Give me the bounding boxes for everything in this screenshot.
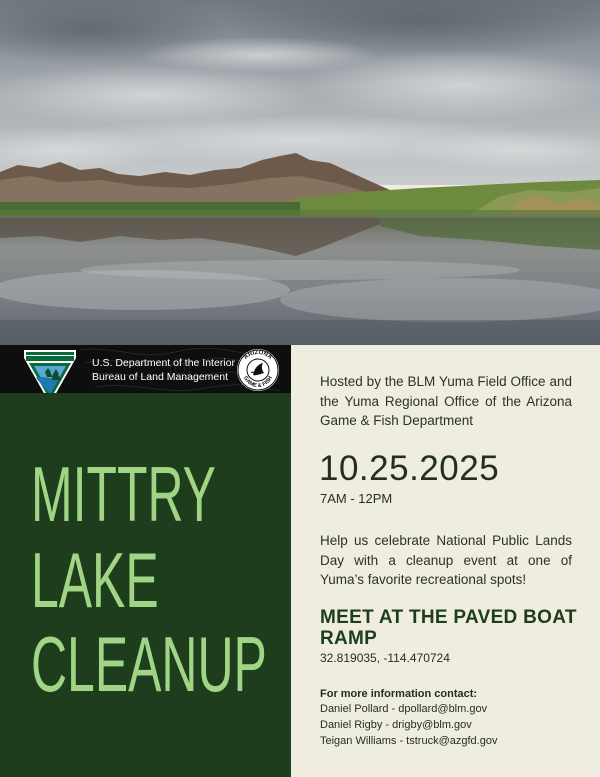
contact-line: Daniel Pollard - dpollard@blm.gov: [320, 703, 488, 715]
meeting-coordinates: 32.819035, -114.470724: [320, 651, 450, 665]
contact-line: Daniel Rigby - drigby@blm.gov: [320, 719, 472, 731]
arizona-game-and-fish-seal-icon: [236, 348, 280, 392]
hosted-by-text: Hosted by the BLM Yuma Field Office and the Yuma Regional Office of the Arizona Game & Fish Department: [320, 374, 572, 428]
event-time: 7AM - 12PM: [320, 491, 393, 506]
blm-logo-icon: [21, 348, 79, 393]
event-description: Help us celebrate National Public Lands Day with a cleanup event at one of Yuma’s favorite recreational spots!: [320, 533, 572, 587]
title-panel: [0, 345, 291, 777]
title-line-2: LAKE: [31, 536, 159, 624]
agf-top-text: ARIZONA: [243, 349, 273, 361]
hero-photo: [0, 0, 600, 345]
contact-line: Teigan Williams - tstruck@azgfd.gov: [320, 735, 498, 747]
lake-landscape-image: [0, 0, 600, 345]
logo-strip: [0, 345, 291, 393]
event-date: 10.25.2025: [319, 449, 500, 488]
details-panel: [291, 345, 600, 777]
doi-name: U.S. Department of the Interior: [92, 357, 235, 369]
meeting-point: MEET AT THE PAVED BOAT RAMP: [320, 607, 577, 649]
agf-bottom-text: GAME & FISH: [242, 375, 274, 390]
title-line-3: CLEANUP: [31, 620, 267, 708]
contact-heading: For more information contact:: [320, 688, 478, 700]
blm-name: Bureau of Land Management: [92, 371, 229, 383]
title-line-1: MITTRY: [31, 450, 216, 538]
